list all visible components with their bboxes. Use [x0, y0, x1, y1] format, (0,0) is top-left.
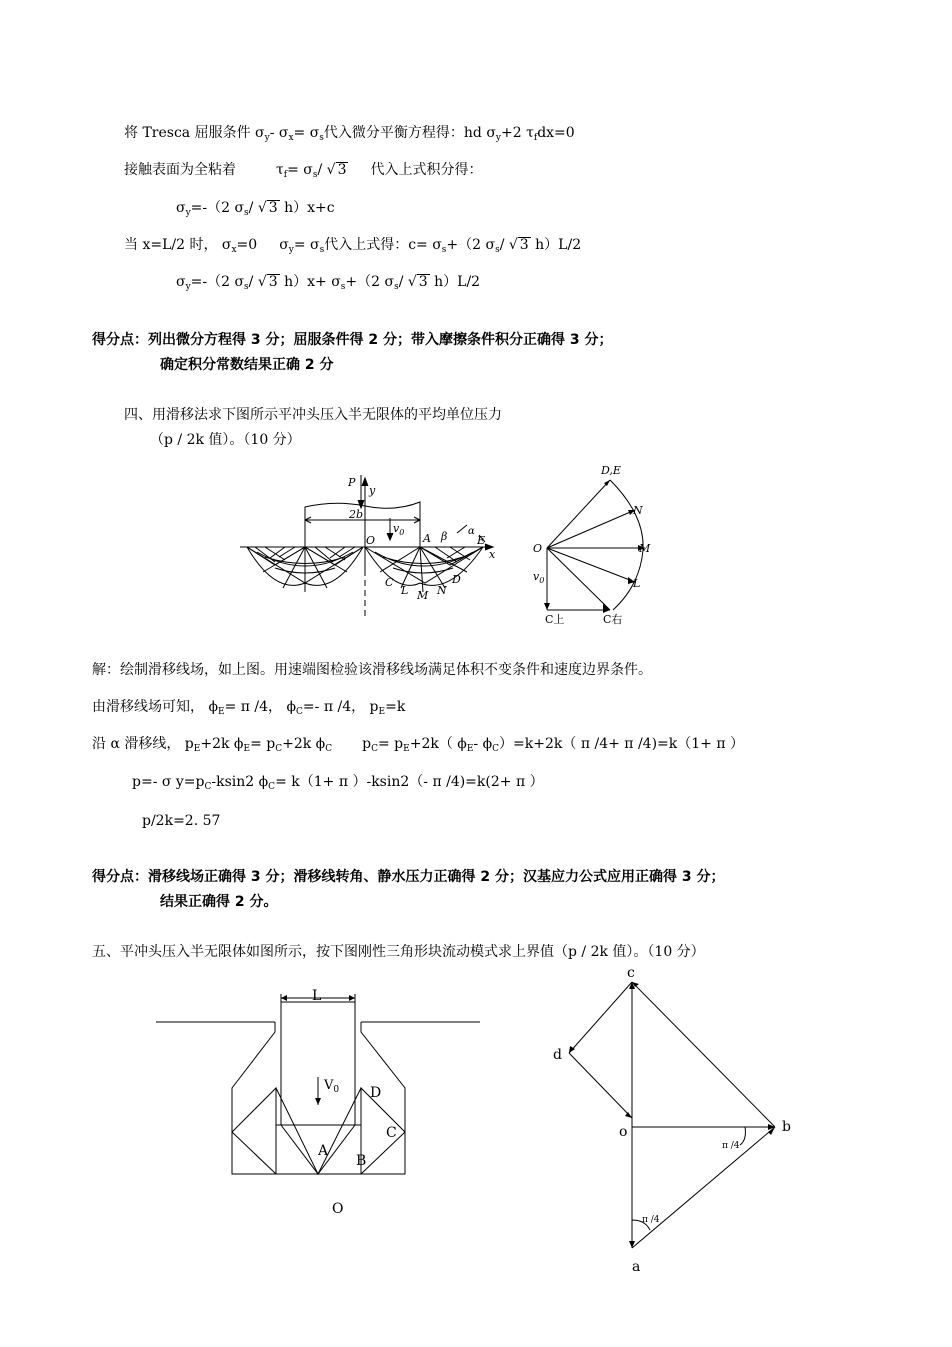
svg-text:C: C [385, 576, 394, 589]
svg-text:M: M [639, 542, 651, 555]
svg-text:D: D [452, 573, 461, 586]
solution-4-line-3: 沿 α 滑移线， $p_E+2k$ $\phi_E= p_C+2k$ $\phi_C$ $p_C= p_E+2k$（ $\phi_E-$ $\phi_C)=k+2k$（ π /4+ π /4)=k（1+ π ） [92, 736, 744, 754]
svg-text:L: L [401, 584, 409, 597]
equation-line-5: $\sigma_y=-(2$ $\sigma_s/$ √ 3 $h)x+ \sigma_s+(2$ $\sigma_s/$ √ 3 h）L/2 [176, 274, 481, 292]
svg-text:B: B [356, 1153, 367, 1169]
svg-text:a: a [632, 1259, 641, 1275]
svg-text:D,E: D,E [601, 464, 621, 477]
score-points-2-line-1: 得分点：滑移线场正确得 3 分；滑移线转角、静水压力正确得 2 分；汉基应力公式应用正确得 3 分； [92, 869, 725, 885]
svg-text:N: N [633, 504, 643, 517]
velocity-hodograph-figure [525, 460, 675, 630]
svg-text:c: c [627, 965, 635, 981]
svg-text:π /4: π /4 [722, 1141, 740, 1151]
svg-text:d: d [553, 1047, 562, 1063]
svg-text:L: L [633, 577, 641, 590]
equation-line-1: 将 Tresca 屈服条件 $\sigma_y-$ $\sigma_x= \sigma_s$代入微分平衡方程得：hd $\sigma_y+2$ $\tau_fdx=0$ [124, 125, 575, 143]
svg-text:C: C [386, 1125, 397, 1141]
svg-text:v0: $v_0$ [533, 570, 545, 585]
svg-text:β: β [441, 530, 448, 543]
svg-text:E: E [477, 534, 486, 547]
svg-text:C右: C右 [603, 613, 623, 626]
svg-text:x: x [489, 548, 496, 561]
question-4-title: 四、用滑移法求下图所示平冲头压入半无限体的平均单位压力 [124, 407, 502, 423]
question-5-title: 五、平冲头压入半无限体如图所示，按下图刚性三角形块流动模式求上界值（p / 2k 值）。（10 分） [92, 944, 705, 960]
block-hodograph-figure [545, 965, 805, 1275]
score-points-1-line-1: 得分点：列出微分方程得 3 分；屈服条件得 2 分；带入摩擦条件积分正确得 3 分； [92, 332, 613, 348]
svg-text:A: A [318, 1143, 329, 1159]
solution-4-line-1: 解：绘制滑移线场，如上图。用速端图检验该滑移线场满足体积不变条件和速度边界条件。 [92, 662, 652, 678]
svg-text:A: A [423, 532, 431, 545]
svg-text:D: D [370, 1085, 382, 1101]
solution-4-line-2: 由滑移线场可知， $\phi_E= \pi$ /4， $\phi_C=-$ π /4， $p_E=k$ [92, 699, 406, 717]
punch [281, 1002, 355, 1125]
svg-text:b: b [782, 1119, 791, 1135]
svg-text:O: O [366, 534, 376, 547]
svg-text:π /4: π /4 [642, 1215, 660, 1225]
score-points-1-line-2: 确定积分常数结果正确 2 分 [160, 357, 334, 373]
solution-4-line-4: p=- σ $y=p_C-ksin2$ $\phi_C= k(1+ \pi$ ）-ksin2（- π /4)=k(2+ π ） [132, 774, 544, 792]
equation-line-4: 当 x=L/2 时， $\sigma_x=0$ $\sigma_y= \sigma_s$代入上式得：$c= \sigma_s+(2$ $\sigma_s/$ √ 3 h）L/2 [124, 237, 582, 255]
svg-text:o: o [619, 1124, 628, 1140]
svg-text:α: α [468, 526, 475, 537]
svg-text:V0: $V_0$ [324, 1078, 340, 1095]
rigid-block-figure [150, 985, 490, 1225]
svg-text:O: O [332, 1201, 344, 1217]
svg-text:2b: 2b [349, 508, 364, 521]
svg-text:P: P [348, 476, 356, 489]
slip-line-field-figure [235, 470, 500, 630]
svg-text:y: y [369, 484, 376, 497]
svg-text:v0: $v_0$ [393, 522, 405, 537]
svg-text:M: M [417, 589, 429, 602]
svg-text:C上: C上 [545, 613, 565, 626]
score-points-2-line-2: 结果正确得 2 分。 [160, 894, 278, 910]
sqrt-3: 3 [337, 162, 347, 178]
svg-text:N: N [437, 584, 447, 597]
equation-line-3: $\sigma_y=-(2$ $\sigma_s/$ √ 3 h）x+c [176, 200, 335, 218]
svg-text:O: O [533, 542, 543, 555]
svg-text:L: L [312, 988, 322, 1004]
equation-line-2: 接触表面为全粘着 $\tau_f= \sigma_s/$ √ 3 代入上式积分得： [124, 162, 483, 180]
solution-4-line-5: p/2k=2. 57 [142, 813, 221, 829]
question-4-subtitle: （p / 2k 值）。（10 分） [150, 432, 301, 448]
